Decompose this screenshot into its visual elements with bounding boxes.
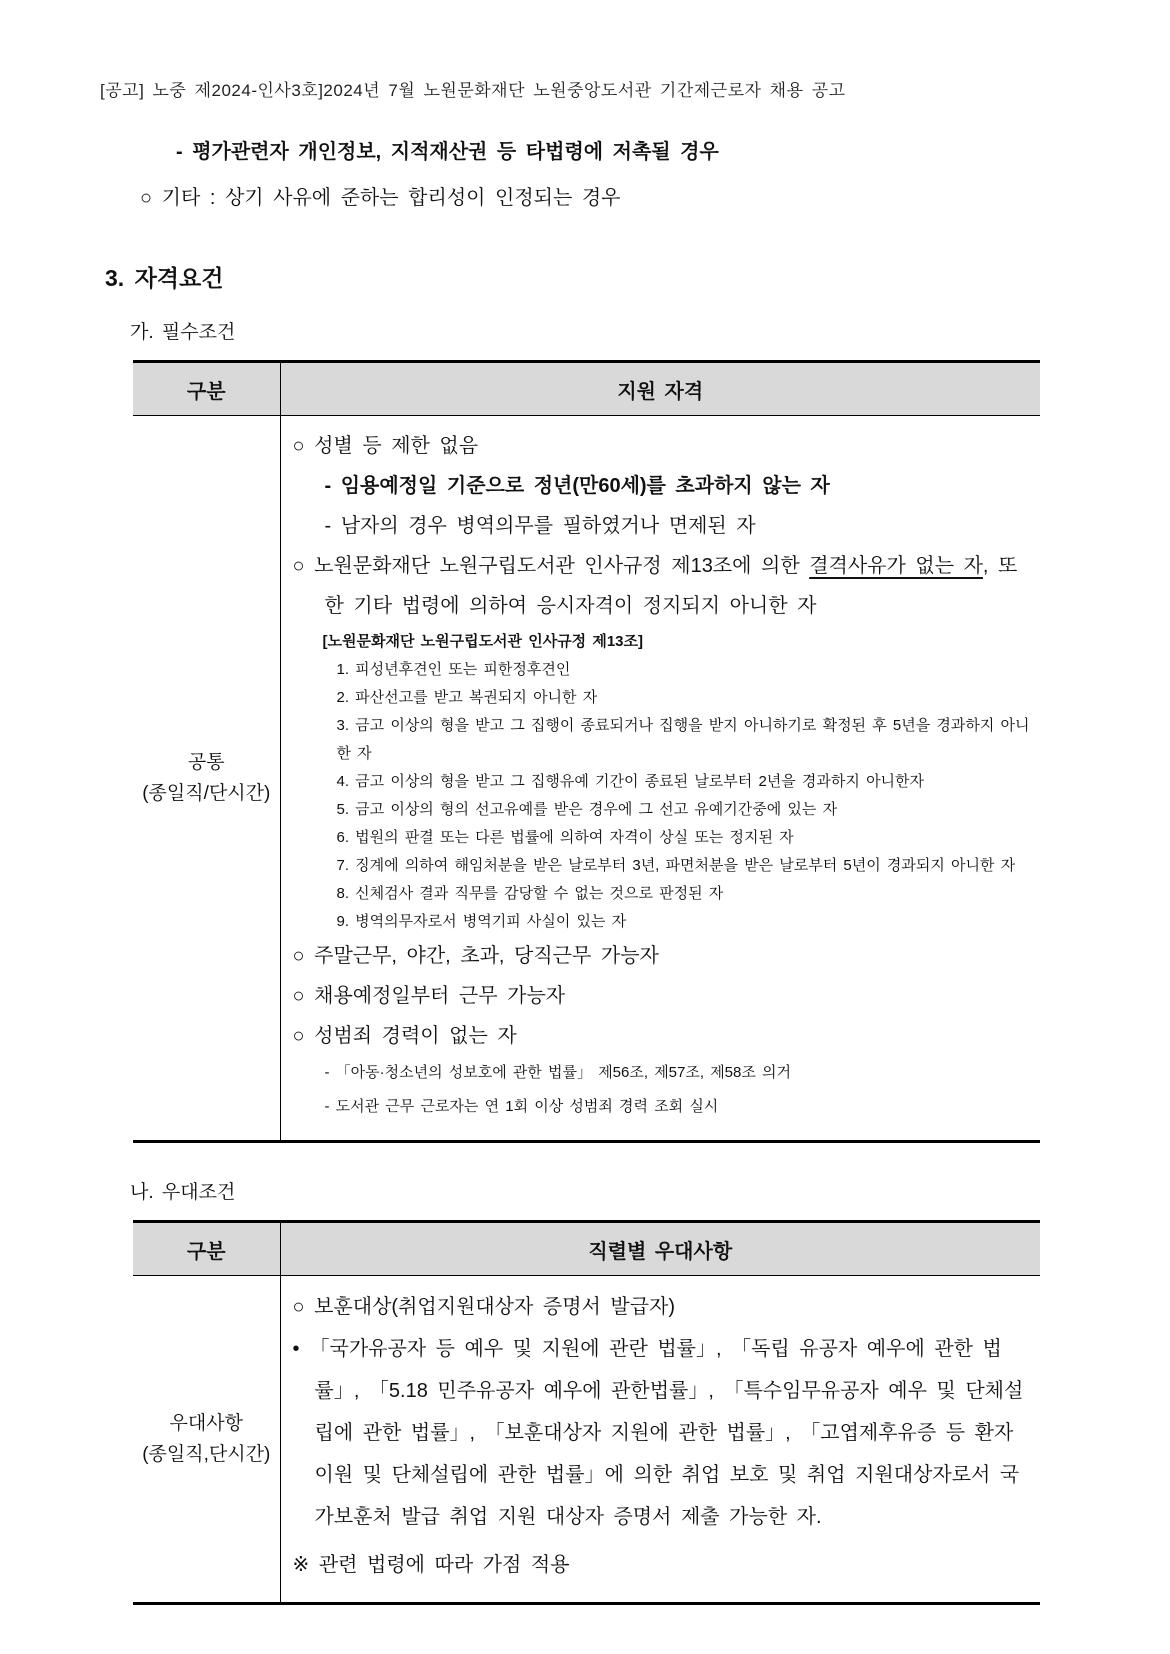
rule-item-3: 3. 금고 이상의 형을 받고 그 집행이 종료되거나 집행을 받지 아니하기로 확정된 후 5년을 경과하지 아니한 자 — [336, 717, 1030, 762]
bullet-retirement-age: - 임용예정일 기준으로 정년(만60세)를 초과하지 않는 자 — [324, 475, 830, 497]
personnel-rule-title: [노원문화재단 노원구립도서관 인사규정 제13조] — [322, 633, 643, 650]
table2-col1-header: 구분 — [133, 1222, 280, 1276]
bullet-military-service: - 남자의 경우 병역의무를 필하였거나 면제된 자 — [324, 515, 756, 537]
subsection-a-required-conditions: 가. 필수조건 — [130, 322, 236, 343]
table1-row-label — [133, 416, 280, 1142]
table2-preferences-cell — [280, 1276, 1040, 1604]
document-header-title: [공고] 노중 제2024-인사3호]2024년 7월 노원문화재단 노원중앙도서관 기간제근로자 채용 공고 — [100, 81, 846, 100]
disqualification-prefix: ○ 노원문화재단 노원구립도서관 인사규정 제13조에 의한 — [292, 555, 810, 577]
intro-dash-line: - 평가관련자 개인정보, 지적재산권 등 타법령에 저촉될 경우 — [176, 141, 719, 163]
table-row — [133, 416, 1040, 1142]
rule-item-9: 9. 병역의무자로서 병역기피 사실이 있는 자 — [336, 913, 627, 930]
table2-row-label — [133, 1276, 280, 1604]
veteran-laws-text: 「국가유공자 등 예우 및 지원에 관란 법률」, 「독립 유공자 예우에 관한 법률」, 「5.18 민주유공자 예우에 관한법률」, 「특수임무유공자 예우 및 단체설립에 관한 법률」, 「보훈대상자 지원에 관한 법률」, 「고엽제후유증 등 환자이원 및 단체설립에 관한 법률」에 의한 취업 보호 및 취업 지원대상자로서 국가보훈처 발급 취업 지원 대상자 증명서 제출 가능한 자. — [309, 1338, 1024, 1528]
section-title-qualifications: 3. 자격요건 — [105, 265, 224, 291]
preferred-conditions-table — [133, 1220, 1040, 1605]
note-bonus-points: ※ 관련 법령에 따라 가점 적용 — [292, 1554, 570, 1576]
table2-col2-header: 직렬별 우대사항 — [280, 1222, 1040, 1276]
row-label-preferred: 우대사항 — [169, 1413, 243, 1434]
required-conditions-table — [133, 360, 1040, 1143]
disqualification-suffix: , 또한 기타 법령에 의하여 응시자격이 정지되지 아니한 자 — [324, 555, 1018, 617]
rule-item-8: 8. 신체검사 결과 직무를 감당할 수 없는 것으로 판정된 자 — [336, 885, 724, 902]
table1-col1-header: 구분 — [133, 362, 280, 416]
rule-item-1: 1. 피성년후견인 또는 피한정후견인 — [336, 661, 571, 678]
bullet-veteran-laws — [293, 1328, 1033, 1538]
rule-item-7: 7. 징계에 의하여 해임처분을 받은 날로부터 3년, 파면처분을 받은 날로부터 5년이 경과되지 아니한 자 — [336, 857, 1016, 874]
bullet-dot-marker: • — [292, 1338, 300, 1360]
bullet-sex-crime-record: ○ 성범죄 경력이 없는 자 — [292, 1025, 517, 1047]
table1-qualifications-cell — [280, 416, 1040, 1142]
table-header-row — [133, 362, 1040, 416]
bullet-start-date: ○ 채용예정일부터 근무 가능자 — [292, 985, 566, 1007]
subsection-b-preferred-conditions: 나. 우대조건 — [130, 1182, 236, 1203]
table-row — [133, 1276, 1040, 1604]
bullet-veteran: ○ 보훈대상(취업지원대상자 증명서 발급자) — [292, 1296, 676, 1318]
sex-crime-note-law: - 「아동·청소년의 성보호에 관한 법률」 제56조, 제57조, 제58조 의거 — [324, 1064, 792, 1081]
row-label-preferred-sub: (종일직,단시간) — [142, 1444, 271, 1465]
disqualification-underlined: 결격사유가 없는 자 — [809, 555, 983, 577]
row-label-common: 공통 — [187, 752, 225, 773]
bullet-weekend-work: ○ 주말근무, 야간, 초과, 당직근무 가능자 — [292, 945, 659, 967]
intro-etc-line: ○ 기타 : 상기 사유에 준하는 합리성이 인정되는 경우 — [140, 187, 621, 209]
bullet-gender: ○ 성별 등 제한 없음 — [292, 435, 479, 457]
table-header-row — [133, 1222, 1040, 1276]
table1-col2-header: 지원 자격 — [280, 362, 1040, 416]
bullet-disqualification — [293, 546, 1033, 626]
rule-item-4: 4. 금고 이상의 형을 받고 그 집행유예 기간이 종료된 날로부터 2년을 경과하지 아니한자 — [336, 773, 925, 790]
rule-item-2: 2. 파산선고를 받고 복권되지 아니한 자 — [336, 689, 598, 706]
rule-item-5: 5. 금고 이상의 형의 선고유예를 받은 경우에 그 선고 유예기간중에 있는 자 — [336, 801, 838, 818]
row-label-common-sub: (종일직/단시간) — [142, 783, 271, 804]
sex-crime-note-check: - 도서관 근무 근로자는 연 1회 이상 성범죄 경력 조회 실시 — [324, 1098, 719, 1115]
rule-item-6: 6. 법원의 판결 또는 다른 법률에 의하여 자격이 상실 또는 정지된 자 — [336, 829, 794, 846]
